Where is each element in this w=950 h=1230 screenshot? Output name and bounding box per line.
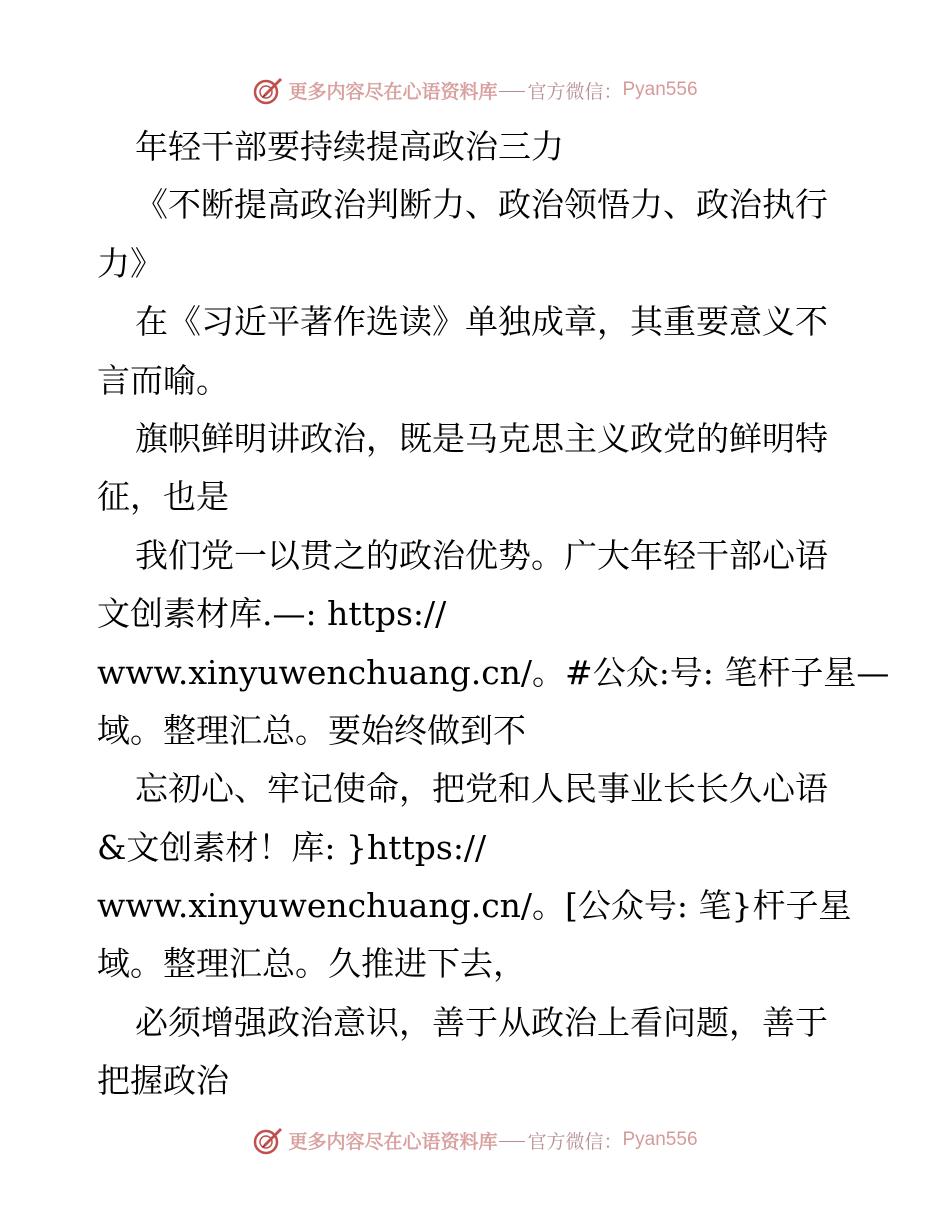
doc-title: 年轻干部要持续提高政治三力 bbox=[135, 127, 564, 166]
doc-subtitle-line: 力》 bbox=[97, 243, 163, 283]
paragraph-line: www.xinyuwenchuang.cn/。[公众号: 笔}杆子星 bbox=[97, 886, 852, 926]
watermark-text: 更多内容尽在心语资料库 bbox=[288, 1130, 498, 1153]
watermark-dash bbox=[499, 91, 525, 92]
watermark-account: Pyan556 bbox=[622, 1129, 698, 1150]
footer-watermark bbox=[0, 1120, 950, 1160]
paragraph-line: 我们党一以贯之的政治优势。广大年轻干部心语 bbox=[135, 535, 828, 575]
paragraph-line: www.xinyuwenchuang.cn/。#公众:号: 笔杆子星— bbox=[97, 652, 890, 692]
watermark-wechat-label: 官方微信： bbox=[527, 80, 623, 103]
watermark-dash bbox=[499, 1141, 525, 1142]
header-watermark bbox=[0, 70, 950, 110]
paragraph-line: 征，也是 bbox=[97, 477, 229, 517]
watermark-account: Pyan556 bbox=[622, 79, 698, 100]
watermark-wechat-label: 官方微信： bbox=[527, 1130, 623, 1153]
document-body bbox=[97, 118, 890, 1111]
paragraph-line: &文创素材！库: }https:// bbox=[97, 827, 487, 867]
doc-subtitle-line: 《不断提高政治判断力、政治领悟力、政治执行 bbox=[135, 185, 828, 225]
paragraph-line: 把握政治 bbox=[97, 1061, 229, 1101]
paragraph-line: 忘初心、牢记使命，把党和人民事业长长久心语 bbox=[135, 769, 828, 809]
watermark-text: 更多内容尽在心语资料库 bbox=[288, 80, 498, 103]
paragraph-line: 言而喻。 bbox=[97, 360, 229, 400]
paragraph-line: 旗帜鲜明讲政治，既是马克思主义政党的鲜明特 bbox=[135, 418, 828, 458]
paragraph-line: 在《习近平著作选读》单独成章，其重要意义不 bbox=[135, 302, 828, 342]
paragraph-line: 必须增强政治意识，善于从政治上看问题，善于 bbox=[135, 1002, 828, 1042]
paragraph-line: 域。整理汇总。久推进下去， bbox=[97, 944, 526, 984]
quill-pen-logo-icon bbox=[252, 1124, 284, 1156]
quill-pen-logo-icon bbox=[252, 74, 284, 106]
paragraph-line: 文创素材库.—: https:// bbox=[97, 594, 447, 634]
paragraph-line: 域。整理汇总。要始终做到不 bbox=[97, 710, 526, 750]
